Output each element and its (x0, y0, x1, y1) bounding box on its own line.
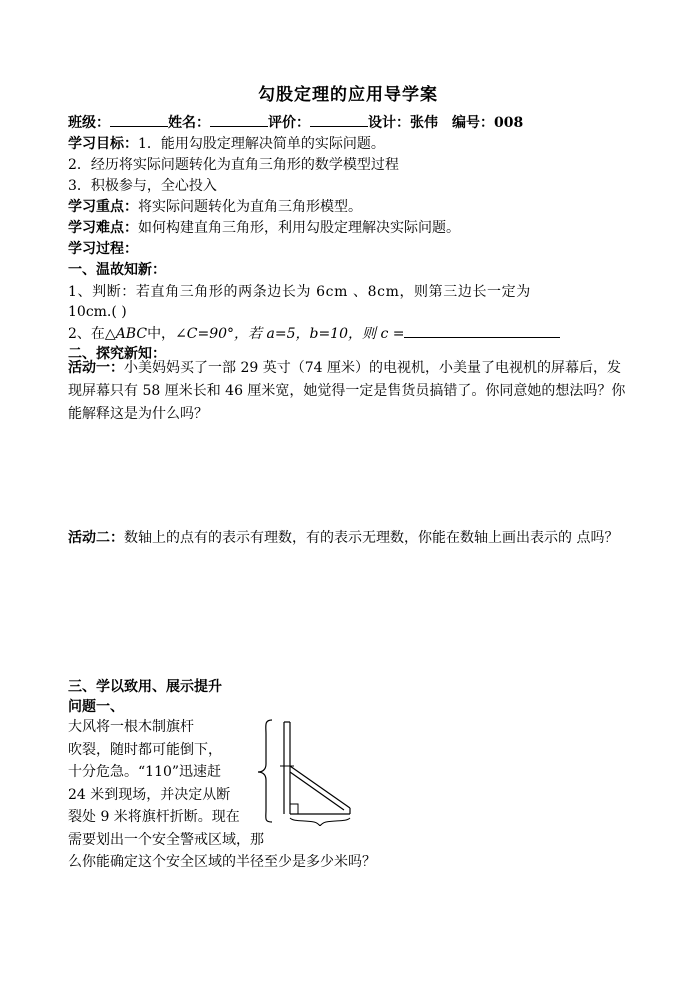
triangle-label: △ABC (104, 326, 148, 342)
problem-line-7: 么你能确定这个安全区域的半径至少是多少米吗？ (68, 854, 376, 870)
left-brace (258, 720, 272, 822)
class-blank[interactable] (110, 112, 168, 127)
question-1-line-2: 10cm.( ) (68, 304, 127, 320)
focus-label: 学习重点： (68, 199, 138, 215)
class-label: 班级： (68, 115, 110, 131)
difficulty-row (68, 218, 460, 238)
difficulty-text: 如何构建直角三角形，利用勾股定理解决实际问题。 (138, 220, 460, 236)
goals-label: 学习目标： (68, 136, 138, 152)
design-label: 设计：张伟 (368, 115, 438, 131)
activity-1-label: 活动一： (68, 360, 124, 376)
problem-line-2: 吹裂，随时都可能倒下， (68, 741, 222, 758)
activity-2-label: 活动二： (68, 530, 124, 546)
goals-item-2: 2．经历将实际问题转化为直角三角形的数学模型过程 (68, 157, 399, 173)
problem-line-3: 十分危急。“110”迅速赶 (68, 764, 222, 780)
question-2 (68, 323, 560, 344)
goals-item-3: 3．积极参与，全心投入 (68, 178, 217, 194)
name-label: 姓名： (168, 115, 210, 131)
answer-blank[interactable] (404, 323, 560, 338)
problem-line-5: 裂处 9 米将旗杆折断。现在 (68, 809, 240, 825)
activity-2-text: 数轴上的点有的表示有理数，有的表示无理数，你能在数轴上画出表示的 点吗？ (124, 530, 619, 546)
eval-blank[interactable] (310, 112, 368, 127)
problem-1-label: 问题一、 (68, 699, 124, 715)
problem-line-1: 大风将一根木制旗杆 (68, 719, 194, 735)
problem-line-4: 24 米到现场，并决定从断 (68, 786, 231, 803)
eval-label: 评价： (268, 115, 310, 131)
section2-heading: 二、探究新知： (68, 346, 166, 362)
difficulty-label: 学习难点： (68, 220, 138, 236)
activity-1-text: 小美妈妈买了一部 29 英寸（74 厘米）的电视机，小美量了电视机的屏幕后，发现屏幕只有 58 厘米长和 46 厘米宽，她觉得一定是售货员搞错了。你同意她的想法吗？你能解释这是为什么吗？ (68, 360, 626, 422)
focus-row (68, 197, 362, 217)
activity-2 (68, 527, 628, 550)
flagpole-diagram (258, 716, 368, 826)
question-2-prefix: 2、在 (68, 326, 105, 342)
name-blank[interactable] (210, 112, 268, 127)
question-1-line-1: 1、判断：若直角三角形的两条边长为 6cm 、8cm，则第三边长一定为 (68, 284, 531, 300)
right-angle-mark (290, 804, 298, 814)
page-title: 勾股定理的应用导学案 (258, 85, 438, 105)
goals-row (68, 134, 385, 154)
number-label: 编号：008 (452, 115, 524, 131)
process-label: 学习过程： (68, 241, 138, 257)
question-2-middle: 中， (147, 326, 176, 342)
problem-line-6: 需要划出一个安全警戒区域，那 (68, 831, 264, 848)
question-2-condition: ∠C=90°，若 a=5，b=10，则 c = (175, 326, 405, 342)
fallen-pole-upper (290, 766, 350, 808)
goals-item-1: 1．能用勾股定理解决简单的实际问题。 (138, 136, 385, 152)
bottom-brace (290, 818, 350, 826)
header-row (68, 112, 523, 133)
section3-heading: 三、学以致用、展示提升 (68, 679, 222, 695)
section1-heading: 一、温故知新： (68, 262, 166, 278)
activity-1 (68, 357, 628, 426)
focus-text: 将实际问题转化为直角三角形模型。 (138, 199, 362, 215)
